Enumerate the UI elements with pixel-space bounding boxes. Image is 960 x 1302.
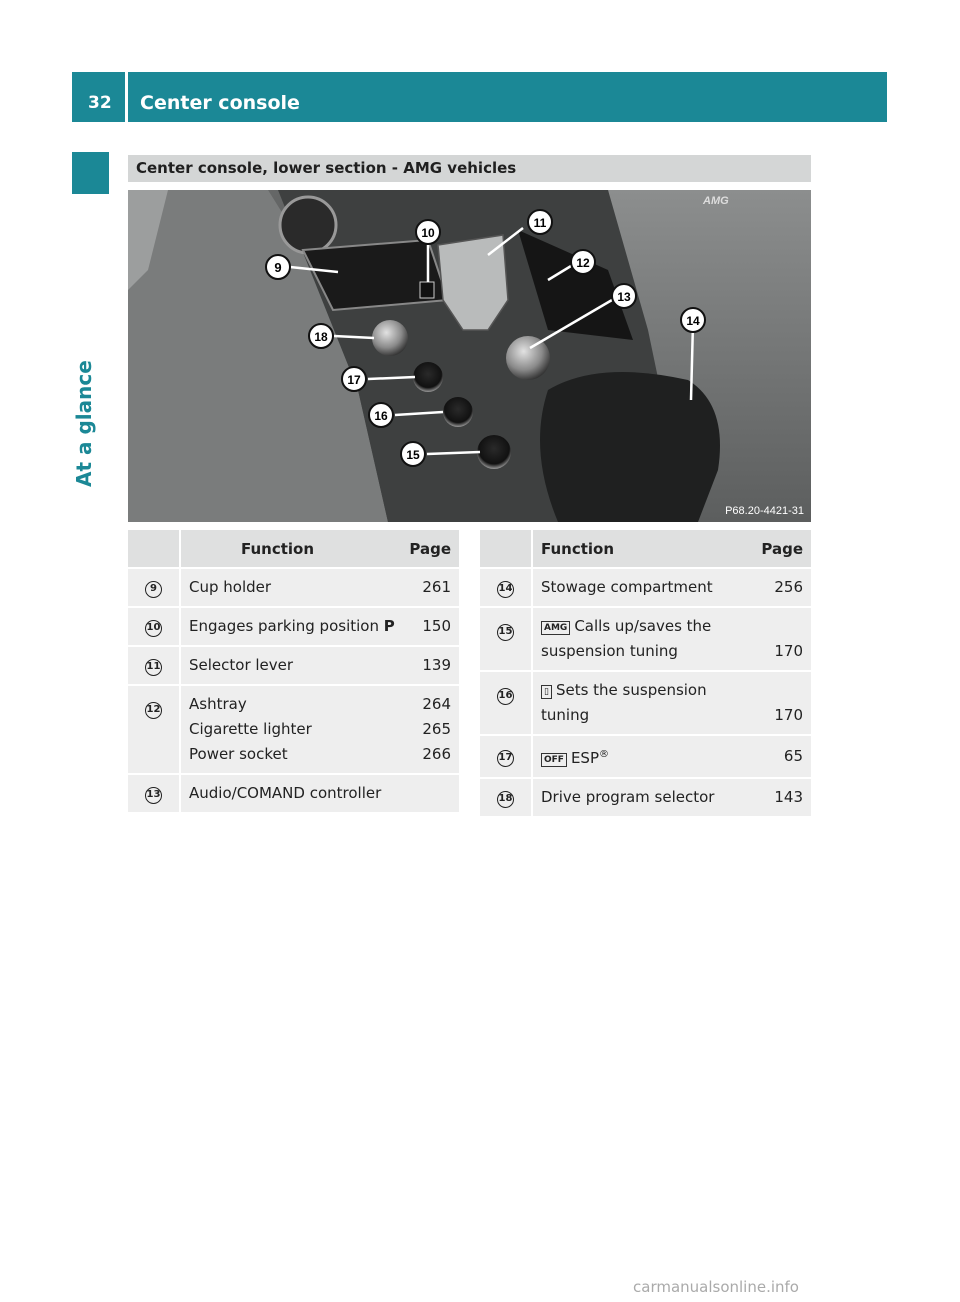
- svg-text:14: 14: [686, 314, 700, 328]
- amg-button: [477, 435, 511, 469]
- park-position-letter: P: [383, 617, 395, 635]
- item-number-badge: 10: [145, 620, 162, 637]
- item-number-badge: 9: [145, 581, 162, 598]
- header-num: [480, 530, 532, 568]
- header-num: [128, 530, 180, 568]
- side-tab-marker: [72, 152, 109, 194]
- callout-14: [681, 308, 705, 332]
- item-number-badge: 13: [145, 787, 162, 804]
- table-row: [128, 568, 459, 607]
- function-text: Audio/COMAND controller: [180, 774, 397, 813]
- svg-text:15: 15: [406, 448, 420, 462]
- header-function: Function: [180, 530, 397, 568]
- svg-text:18: 18: [314, 330, 328, 344]
- item-number-badge: 11: [145, 659, 162, 676]
- section-heading: Center console, lower section - AMG vehicles: [128, 155, 811, 182]
- table-row: [128, 685, 459, 774]
- page-number: 32: [88, 93, 112, 113]
- page-ref[interactable]: 65: [749, 735, 811, 778]
- amg-brand-mark: AMG: [703, 195, 729, 207]
- callout-11: [528, 210, 552, 234]
- page-ref[interactable]: 170: [749, 607, 811, 671]
- page-ref[interactable]: 143: [749, 778, 811, 817]
- function-text: Stowage compartment: [532, 568, 749, 607]
- page-ref[interactable]: 261: [397, 568, 459, 607]
- callout-9: [266, 255, 290, 279]
- table-row: [480, 778, 811, 817]
- callout-16: [369, 403, 393, 427]
- callout-15: [401, 442, 425, 466]
- table-row: [128, 774, 459, 813]
- item-number-badge: 16: [497, 688, 514, 705]
- function-text: Ashtray Cigarette lighter Power socket: [180, 685, 397, 774]
- function-text: ▯ Sets the suspension tuning: [532, 671, 749, 735]
- table-row: [480, 671, 811, 735]
- svg-text:17: 17: [347, 373, 361, 387]
- svg-text:13: 13: [617, 290, 631, 304]
- climate-dial: [280, 197, 336, 253]
- page-ref[interactable]: 170: [749, 671, 811, 735]
- table-header-row: [128, 530, 459, 568]
- photo-code: P68.20-4421-31: [725, 505, 804, 517]
- page-header: [72, 72, 887, 122]
- side-tab: [72, 152, 109, 487]
- page-ref: [397, 774, 459, 813]
- header-page: Page: [397, 530, 459, 568]
- amg-icon: AMG: [541, 621, 570, 635]
- svg-text:16: 16: [374, 409, 388, 423]
- page-ref[interactable]: 150: [397, 607, 459, 646]
- suspension-button: [443, 397, 473, 427]
- table-header-row: [480, 530, 811, 568]
- function-text: Selector lever: [180, 646, 397, 685]
- svg-text:11: 11: [533, 216, 547, 230]
- svg-text:12: 12: [576, 256, 590, 270]
- function-text: Engages parking position P: [180, 607, 397, 646]
- item-number-badge: 12: [145, 702, 162, 719]
- chapter-title: Center console: [140, 92, 300, 114]
- item-number-badge: 15: [497, 624, 514, 641]
- function-text: Cup holder: [180, 568, 397, 607]
- park-button: [420, 282, 434, 298]
- console-illustration: [128, 190, 811, 522]
- function-text: OFF ESP®: [532, 735, 749, 778]
- callout-18: [309, 324, 333, 348]
- page-ref[interactable]: 139: [397, 646, 459, 685]
- comand-controller: [506, 336, 550, 380]
- item-number-badge: 18: [497, 791, 514, 808]
- callout-12: [571, 250, 595, 274]
- watermark: carmanualsonline.info: [633, 1278, 799, 1296]
- function-text: Drive program selector: [532, 778, 749, 817]
- drive-program-knob: [372, 320, 408, 356]
- suspension-icon: ▯: [541, 685, 552, 699]
- svg-text:10: 10: [421, 226, 435, 240]
- function-text: AMG Calls up/saves the suspension tuning: [532, 607, 749, 671]
- side-tab-label: At a glance: [72, 360, 96, 487]
- callout-17: [342, 367, 366, 391]
- table-row: [480, 568, 811, 607]
- item-number-badge: 17: [497, 750, 514, 767]
- table-row: [480, 735, 811, 778]
- console-photo: [128, 190, 811, 522]
- item-number-badge: 14: [497, 581, 514, 598]
- callout-13: [612, 284, 636, 308]
- esp-button: [413, 362, 443, 392]
- page-ref[interactable]: 264 265 266: [397, 685, 459, 774]
- table-row: [128, 607, 459, 646]
- header-function: Function: [532, 530, 749, 568]
- callout-10: [416, 220, 440, 244]
- function-table-right: [480, 530, 811, 818]
- table-row: [128, 646, 459, 685]
- function-table-left: [128, 530, 459, 814]
- page-ref[interactable]: 256: [749, 568, 811, 607]
- header-page: Page: [749, 530, 811, 568]
- svg-text:9: 9: [274, 260, 282, 275]
- armrest: [540, 372, 720, 522]
- esp-off-icon: OFF: [541, 753, 567, 767]
- header-divider: [125, 72, 128, 122]
- table-row: [480, 607, 811, 671]
